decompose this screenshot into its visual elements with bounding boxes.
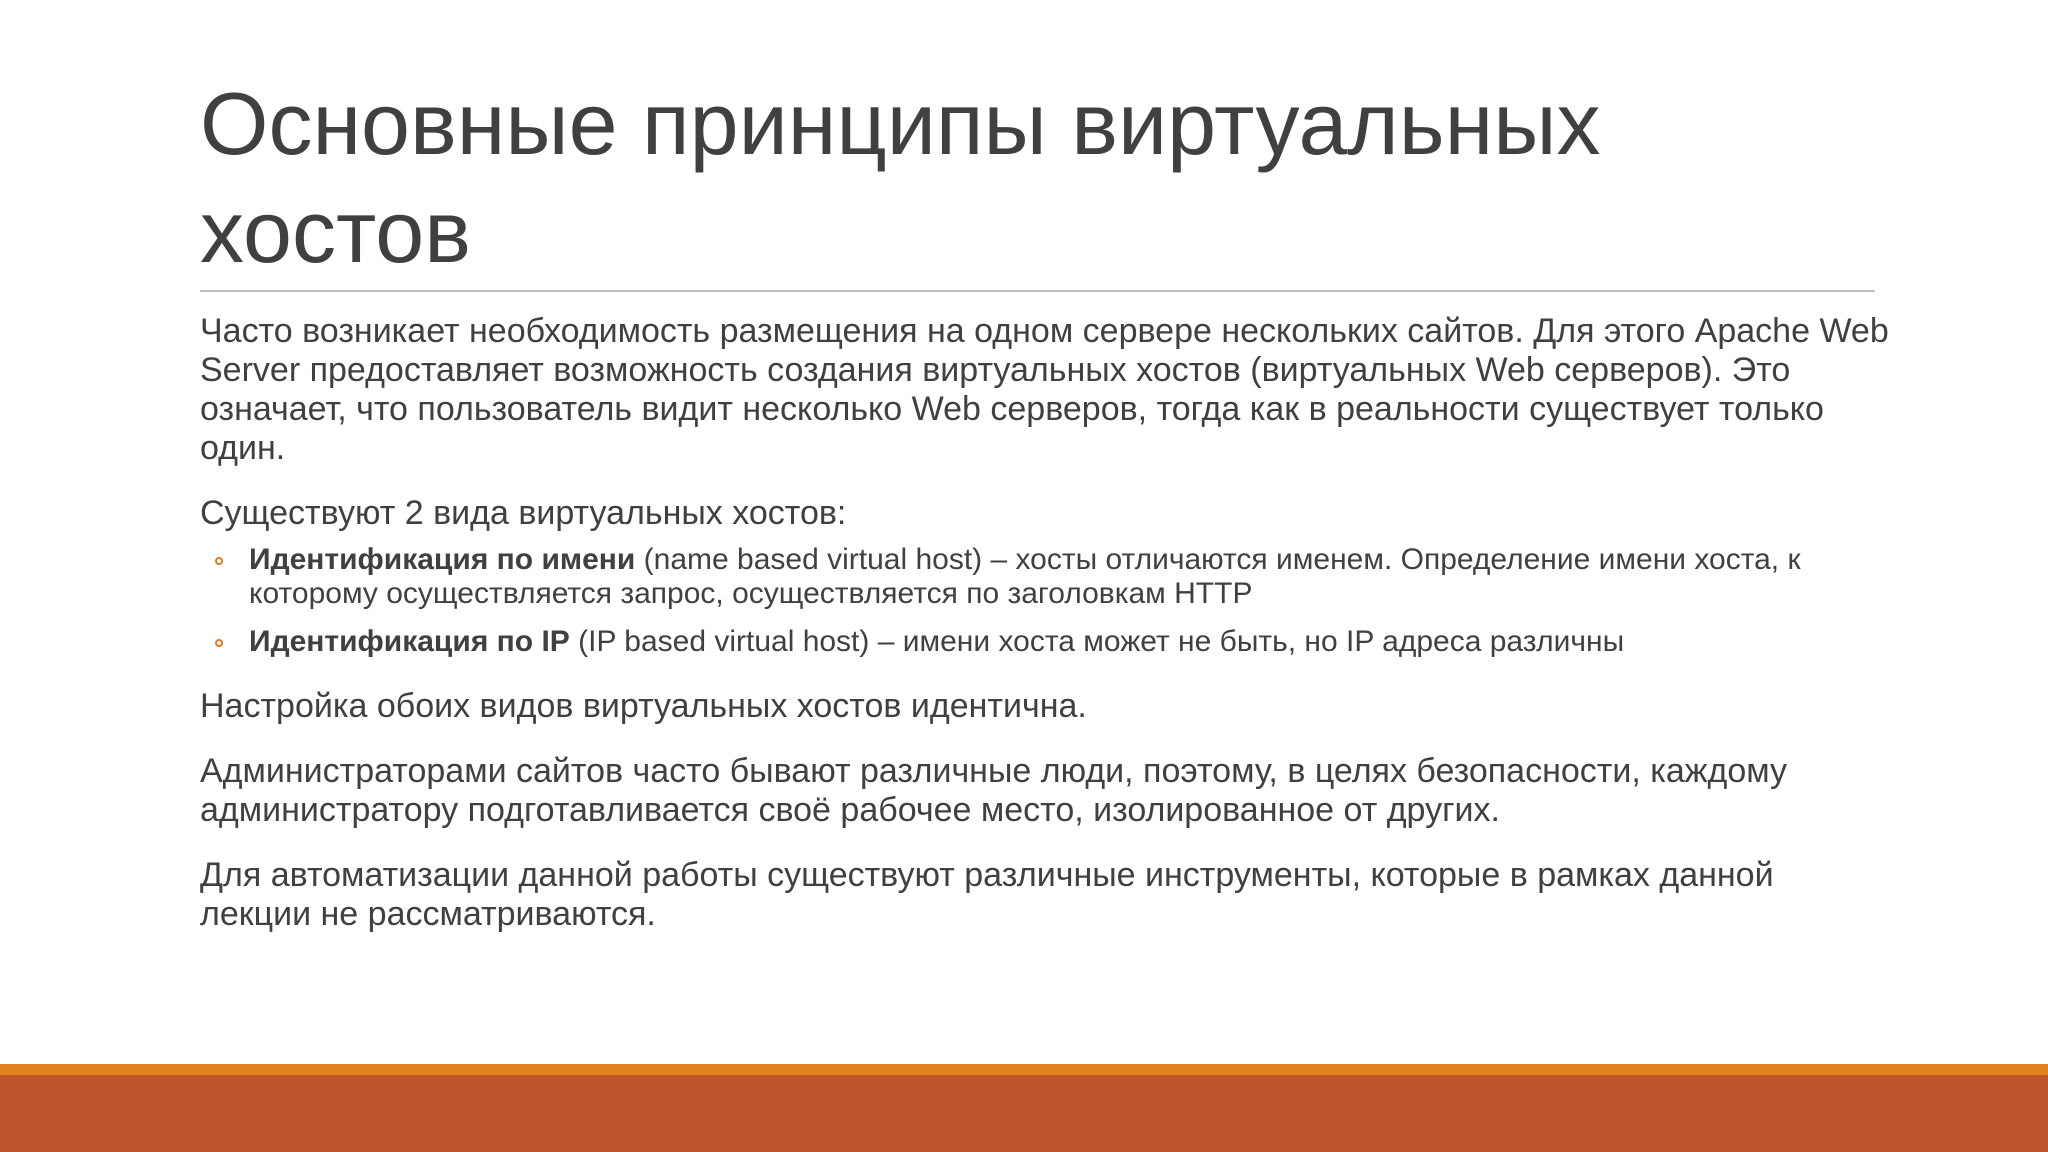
footer-band <box>0 1075 2048 1152</box>
slide-body <box>200 312 1890 960</box>
paragraph-admins: Администраторами сайтов часто бывают различные люди, поэтому, в целях безопасности, каждому администратору подготавливается своё рабочее место, изолированное от других. <box>200 752 1788 829</box>
virtual-host-types-list <box>200 543 1890 659</box>
hollow-circle-bullet-icon <box>215 557 223 565</box>
paragraph-intro: Часто возникает необходимость размещения на одном сервере нескольких сайтов. Для этого Apache Web Server предоставляет возможность создания виртуальных хостов (виртуальных Web серверов). Это означает, что пользователь видит несколько Web серверов, тогда как в реальности существует только один. <box>200 312 1889 467</box>
list-item-ip-based <box>200 625 1890 659</box>
list-item-text: (IP based virtual host) – имени хоста может не быть, но IP адреса различны <box>569 625 1625 658</box>
title-divider <box>200 290 1875 292</box>
slide-title: Основные принципы виртуальных хостов <box>200 74 1601 281</box>
list-item-term: Идентификация по IP <box>249 625 570 658</box>
list-item-text: (name based virtual host) – хосты отличаются именем. Определение имени хоста, к которому осуществляется запрос, осуществляется по заголовкам HTTP <box>249 543 1801 610</box>
hollow-circle-bullet-icon <box>215 639 223 647</box>
list-item-term: Идентификация по имени <box>249 543 636 576</box>
paragraph-automation: Для автоматизации данной работы существуют различные инструменты, которые в рамках данной лекции не рассматриваются. <box>200 856 1774 933</box>
paragraph-setup: Настройка обоих видов виртуальных хостов идентична. <box>200 687 1087 725</box>
paragraph-types-lead: Существуют 2 вида виртуальных хостов: <box>200 494 847 532</box>
footer-accent-stripe <box>0 1064 2048 1075</box>
list-item-name-based <box>200 543 1890 611</box>
